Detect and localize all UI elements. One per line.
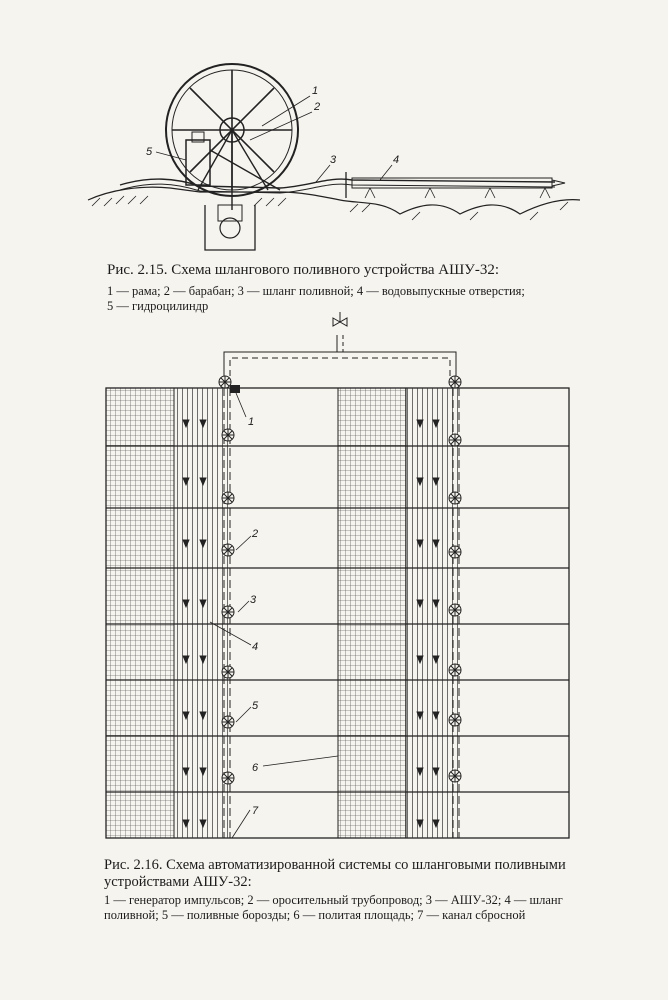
hose-reel-unit — [222, 492, 234, 504]
main-supply-pipe — [224, 352, 456, 376]
hose-reel-unit — [449, 376, 461, 388]
hose-reel-unit — [449, 714, 461, 726]
hose-reel-unit — [449, 664, 461, 676]
figure-2-16-legend: 1 — генератор импульсов; 2 — оросительный трубопровод; 3 — АШУ-32; 4 — шланг поливной; 5 — поливные борозды; 6 — политая площадь; 7 — канал сбросной — [104, 893, 563, 922]
hose-reel-unit — [449, 770, 461, 782]
callout-1-label: 1 — [312, 85, 319, 97]
hose-reel-unit — [449, 492, 461, 504]
hose-reel-unit — [449, 434, 461, 446]
callout-7-label: 7 — [252, 805, 259, 817]
callout-2-label: 2 — [252, 528, 259, 540]
hose-reel-unit — [219, 376, 231, 388]
callout-5-label: 5 — [146, 146, 153, 158]
callout-4-label: 4 — [393, 154, 400, 166]
callout-6-label: 6 — [252, 762, 259, 774]
hose-reel-unit — [222, 606, 234, 618]
hose-reel-unit — [222, 716, 234, 728]
legend-line-2: 5 — гидроцилиндр — [107, 299, 209, 313]
hose-reel-unit — [449, 604, 461, 616]
callout-3-label: 3 — [330, 154, 337, 166]
callout-3-label: 3 — [250, 594, 257, 606]
hose-reel-unit — [222, 666, 234, 678]
valve-icon — [333, 312, 347, 326]
legend-line-1: 1 — рама; 2 — барабан; 3 — шланг поливной; 4 — водовыпускные отверстия; — [107, 284, 525, 298]
impulse-generator — [230, 385, 240, 393]
callout-5-label: 5 — [252, 700, 259, 712]
figure-2-16-caption: Рис. 2.16. Схема автоматизированной системы со шланговыми поливными устройствами АШУ-32: — [104, 857, 566, 890]
hose-reel-unit — [449, 546, 461, 558]
watered-area-left — [106, 388, 174, 838]
callout-4-label: 4 — [252, 641, 259, 653]
figure-2-15-caption: Рис. 2.15. Схема шлангового поливного устройства АШУ-32: — [107, 262, 500, 278]
hose-reel-unit — [222, 772, 234, 784]
watered-area-center — [338, 388, 406, 838]
hose-reel-unit — [222, 544, 234, 556]
hose-reel-unit — [222, 429, 234, 441]
callout-1-label: 1 — [248, 416, 255, 428]
callout-2-label: 2 — [314, 101, 321, 113]
